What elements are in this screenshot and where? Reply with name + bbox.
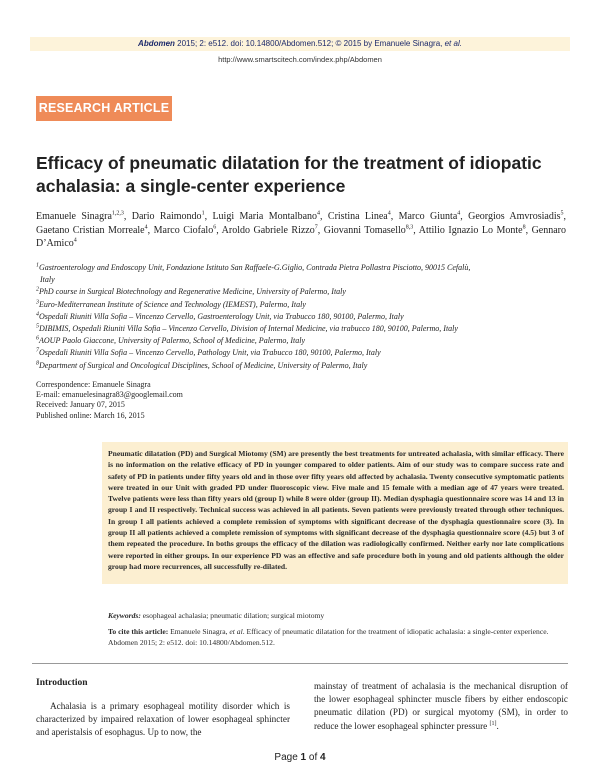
author-name: Aroldo Gabriele Rizzo xyxy=(221,224,315,236)
journal-url[interactable]: http://www.smartscitech.com/index.php/Abdomen xyxy=(218,55,382,64)
author-separator: , xyxy=(413,224,419,236)
citation-et-al: et al. xyxy=(442,39,462,48)
affiliation-text: DIBIMIS, Ospedali Riuniti Villa Sofia – Vincenzo Cervello, Division of Internal Medicine, via trabucco 180, 90100, Palermo, Italy xyxy=(39,324,458,334)
introduction-column-2 xyxy=(314,680,568,733)
article-title: Efficacy of pneumatic dilatation for the treatment of idiopatic achalasia: a single-center experience xyxy=(36,153,542,196)
page-of: of xyxy=(306,752,321,763)
author-affiliation-ref: 6 xyxy=(213,224,217,231)
affiliation-list xyxy=(36,262,566,372)
author-name: Giovanni Tomasello xyxy=(323,224,406,236)
cite-text-after: . Efficacy of pneumatic dilatation for the treatment of idiopatic achalasia: a single-center experience. Abdomen 2015; 2: e512. doi: 10.14800/Abdomen.512. xyxy=(108,627,549,647)
affiliation-item xyxy=(36,299,566,311)
citation-text: 2015; 2: e512. doi: 10.14800/Abdomen.512; © 2015 by Emanuele Sinagra, xyxy=(174,39,443,48)
author-affiliation-ref: 4 xyxy=(144,224,148,231)
author-affiliation-ref: 5 xyxy=(560,210,564,217)
author-affiliation-ref: 7 xyxy=(314,224,318,231)
author-separator: , xyxy=(563,211,567,222)
author-separator: , xyxy=(460,211,469,222)
page-current: 1 xyxy=(300,752,307,763)
cite-this-article xyxy=(108,627,564,648)
affiliation-number: 3 xyxy=(36,298,39,305)
affiliation-number: 8 xyxy=(36,359,39,366)
page-label: Page xyxy=(274,752,301,763)
author-name: Marco Giunta xyxy=(398,211,458,222)
author-separator: , xyxy=(317,224,324,236)
author-list xyxy=(36,210,566,251)
author-separator: , xyxy=(216,224,222,236)
author-affiliation-ref: 8,3 xyxy=(405,224,414,231)
section-divider xyxy=(32,663,568,664)
page-total: 4 xyxy=(320,752,326,763)
author-affiliation-ref: 8 xyxy=(522,224,526,231)
affiliation-item xyxy=(36,347,566,359)
author-affiliation-ref: 4 xyxy=(387,210,391,217)
intro-col2-text: mainstay of treatment of achalasia is the mechanical disruption of the lower esophageal sphincter muscle fibers by either endoscopic pneumatic dilation (PD) or surgical myotomy (SM), in order to reduce the lower esophageal sphincter pressure xyxy=(314,681,568,731)
affiliation-item xyxy=(36,335,566,347)
reference-1[interactable]: [1] xyxy=(489,720,497,727)
keywords-text: esophageal achalasia; pneumatic dilation; surgical miotomy xyxy=(140,611,325,620)
affiliation-text: Euro-Mediterranean Institute of Science and Technology (IEMEST), Palermo, Italy xyxy=(39,299,306,309)
author-separator: , xyxy=(123,211,132,222)
author-name: Georgios Amvrosiadis xyxy=(468,211,561,222)
affiliation-text-continued: Italy xyxy=(40,275,55,285)
author-name: Gennaro D’Amico xyxy=(36,224,566,249)
author-affiliation-ref: 1 xyxy=(201,210,205,217)
cite-et-al: et al xyxy=(229,627,243,636)
affiliation-text: Department of Surgical and Oncological Disciplines, School of Medicine, University of Palermo, Italy xyxy=(39,360,368,370)
correspondence-block xyxy=(36,380,336,421)
page-number xyxy=(0,752,600,763)
published-date: Published online: March 16, 2015 xyxy=(36,410,145,420)
correspondence-name: Correspondence: Emanuele Sinagra xyxy=(36,380,151,389)
author-separator: , xyxy=(147,224,154,236)
affiliation-text: Gastroenterology and Endoscopy Unit, Fondazione Istituto San Raffaele-G.Giglio, Contrada Pietra Pollastra Pisciotto, 90015 Cefalù, xyxy=(39,263,471,272)
author-name: Emanuele Sinagra xyxy=(36,211,112,222)
author-separator: , xyxy=(204,211,213,222)
affiliation-item xyxy=(36,262,566,286)
cite-label: To cite this article: xyxy=(108,627,169,636)
author-affiliation-ref: 4 xyxy=(317,210,321,217)
affiliation-text: AOUP Paolo Giaccone, University of Palermo, School of Medicine, Palermo, Italy xyxy=(39,336,306,346)
author-name: Dario Raimondo xyxy=(131,211,202,222)
affiliation-number: 7 xyxy=(36,347,39,354)
affiliation-number: 1 xyxy=(36,262,39,269)
author-name: Attilio Ignazio Lo Monte xyxy=(418,224,523,236)
affiliation-item xyxy=(36,286,566,298)
affiliation-number: 5 xyxy=(36,323,39,330)
affiliation-number: 6 xyxy=(36,335,39,342)
affiliation-item xyxy=(36,311,566,323)
intro-col1-text: Achalasia is a primary esophageal motility disorder which is characterized by impaired relaxation of lower esophageal sphincter and aperistalsis of esophagus. Up to now, the xyxy=(36,701,290,738)
affiliation-text: Ospedali Riuniti Villa Sofia – Vincenzo Cervello, Pathology Unit, via Trabucco 180, 90100, Palermo, Italy xyxy=(39,348,381,358)
affiliation-number: 4 xyxy=(36,311,39,318)
author-name: Cristina Linea xyxy=(327,211,388,222)
journal-name: Abdomen xyxy=(138,39,175,48)
author-separator: , xyxy=(525,224,532,236)
author-separator: , xyxy=(390,211,399,222)
introduction-column-1 xyxy=(36,700,290,740)
author-affiliation-ref: 1,2,3 xyxy=(111,210,124,217)
affiliation-text: Ospedali Riuniti Villa Sofia – Vincenzo Cervello, Gastroenterology Unit, via Trabucco 180, 90100, Palermo, Italy xyxy=(39,311,404,321)
affiliation-item xyxy=(36,360,566,372)
correspondence-email[interactable]: E-mail: emanuelesinagra83@googlemail.com xyxy=(36,390,183,400)
introduction-heading: Introduction xyxy=(36,678,88,688)
abstract-text: Pneumatic dilatation (PD) and Surgical Miotomy (SM) are presently the best treatments for untreated achalasia, with similar efficacy. There is no information on the relative efficacy of PD in younger compared to older patients. Aim of our study was to compare success rate and safety of PD in patients under fifty years old and in those over fifty years old affected by achalasia. Twenty consecutive symptomatic patients were treated in our Unit with graded PD under fluoroscopic view. Five male and 15 female with a median age of 47 years were treated. Twelve patients were less than fifty years old (group I) while 8 were older (group II). Median dysphagia questionnaire score was 14 and 13 in group I and II respectively. Technical success was achieved in all patients. Seven patients were previously treated through other techniques. In group I all patients achieved a complete remission of symptoms with significant decrease of the dysphagia questionnaire score (3). In group II all patients achieved a complete remission of symptoms with significant decrease of the dysphagia questionnaire score (4.5) but 3 of them repeated the procedure. In boths groups the efficacy of the dilation was radiologically confirmed. Neither early nor late complications were reported in either groups. In our experience PD was an effective and safe procedure both in young and old patients although the older group had more recurrences, all successfully re-dilated. xyxy=(108,449,564,571)
author-name: Luigi Maria Montalbano xyxy=(212,211,318,222)
author-name: Marco Ciofalo xyxy=(153,224,214,236)
intro-col2-end: . xyxy=(496,720,499,731)
affiliation-number: 2 xyxy=(36,286,39,293)
journal-citation xyxy=(30,39,570,48)
keywords xyxy=(108,611,564,621)
author-name: Gaetano Cristian Morreale xyxy=(36,224,145,236)
affiliation-text: PhD course in Surgical Biotechnology and Regenerative Medicine, University of Palermo, Italy xyxy=(39,287,346,297)
article-type-badge: RESEARCH ARTICLE xyxy=(36,96,172,121)
author-separator: , xyxy=(320,211,328,222)
received-date: Received: January 07, 2015 xyxy=(36,400,125,410)
author-affiliation-ref: 4 xyxy=(457,210,461,217)
cite-text-before: Emanuele Sinagra, xyxy=(168,627,230,636)
keywords-label: Keywords: xyxy=(108,611,141,620)
author-affiliation-ref: 4 xyxy=(73,237,77,244)
affiliation-item xyxy=(36,323,566,335)
